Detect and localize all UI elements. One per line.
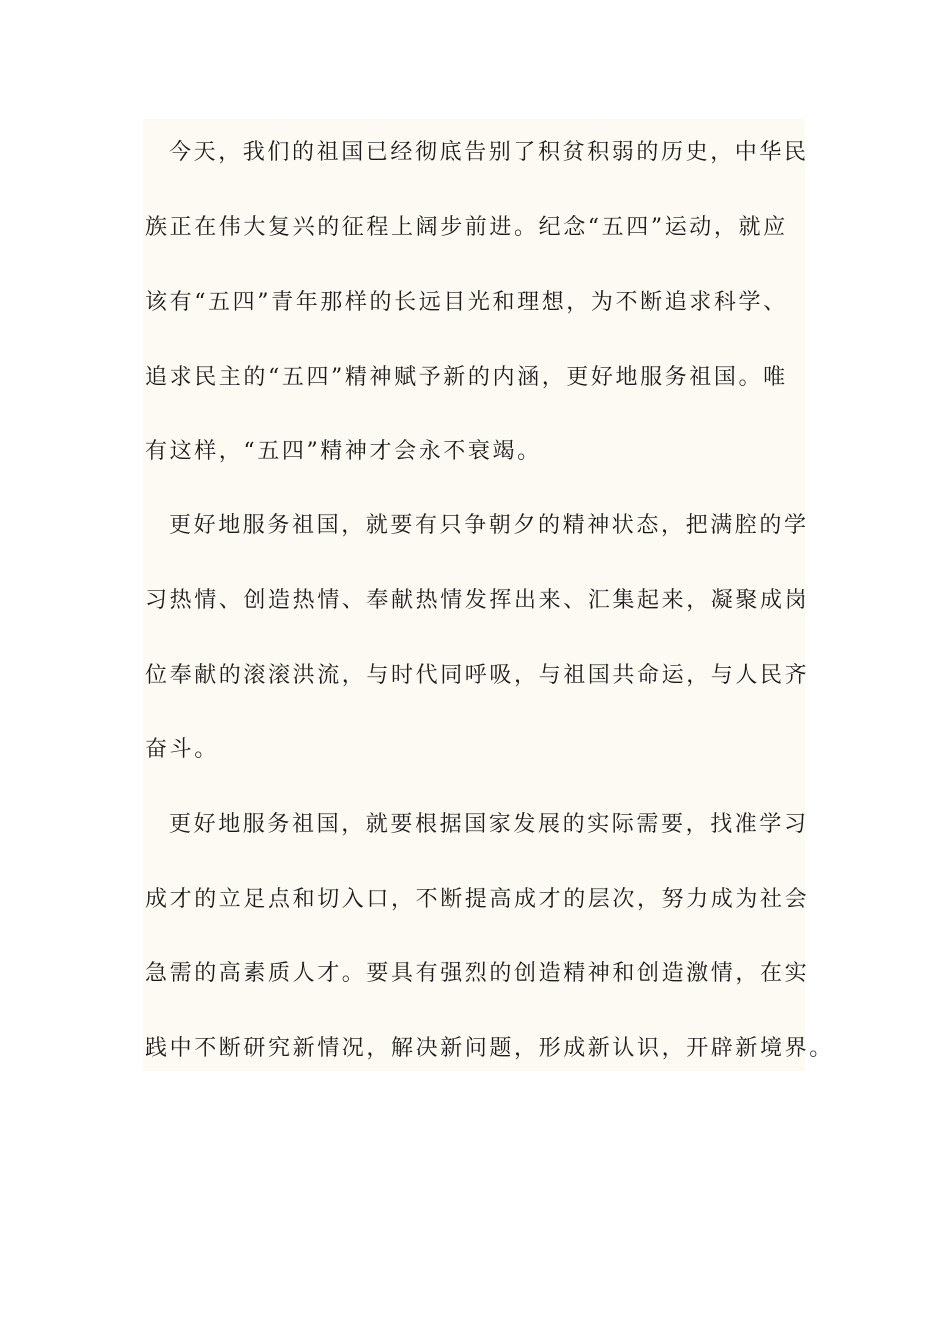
paragraph-1-line-1: 今天，我们的祖国已经彻底告别了积贫积弱的历史，中华民 (169, 140, 809, 165)
document-body (143, 119, 834, 1071)
paragraph-1-line-5: 有这样，“五四”精神才会永不衰竭。 (145, 439, 542, 464)
paragraph-3-line-4: 践中不断研究新情况，解决新问题，形成新认识，开辟新境界。 (145, 1036, 834, 1061)
paragraph-1-line-2: 族正在伟大复兴的征程上阔步前进。纪念“五四”运动，就应 (145, 215, 788, 240)
paragraph-2-line-4: 奋斗。 (145, 737, 219, 762)
paragraph-3-line-2: 成才的立足点和切入口，不断提高成才的层次，努力成为社会 (145, 887, 810, 912)
paragraph-2-line-1: 更好地服务祖国，就要有只争朝夕的精神状态，把满腔的学 (169, 513, 809, 538)
paragraph-2-line-3: 位奉献的滚滚洪流，与时代同呼吸，与祖国共命运，与人民齐 (145, 663, 810, 688)
paragraph-1-line-4: 追求民主的“五四”精神赋予新的内涵，更好地服务祖国。唯 (145, 365, 788, 390)
paragraph-3-line-1: 更好地服务祖国，就要根据国家发展的实际需要，找准学习 (169, 812, 809, 837)
paragraph-3-line-3: 急需的高素质人才。要具有强烈的创造精神和创造激情，在实 (145, 961, 810, 986)
paragraph-2-line-2: 习热情、创造热情、奉献热情发挥出来、汇集起来，凝聚成岗 (145, 588, 810, 613)
paragraph-1-line-3: 该有“五四”青年那样的长远目光和理想，为不断追求科学、 (145, 290, 788, 315)
